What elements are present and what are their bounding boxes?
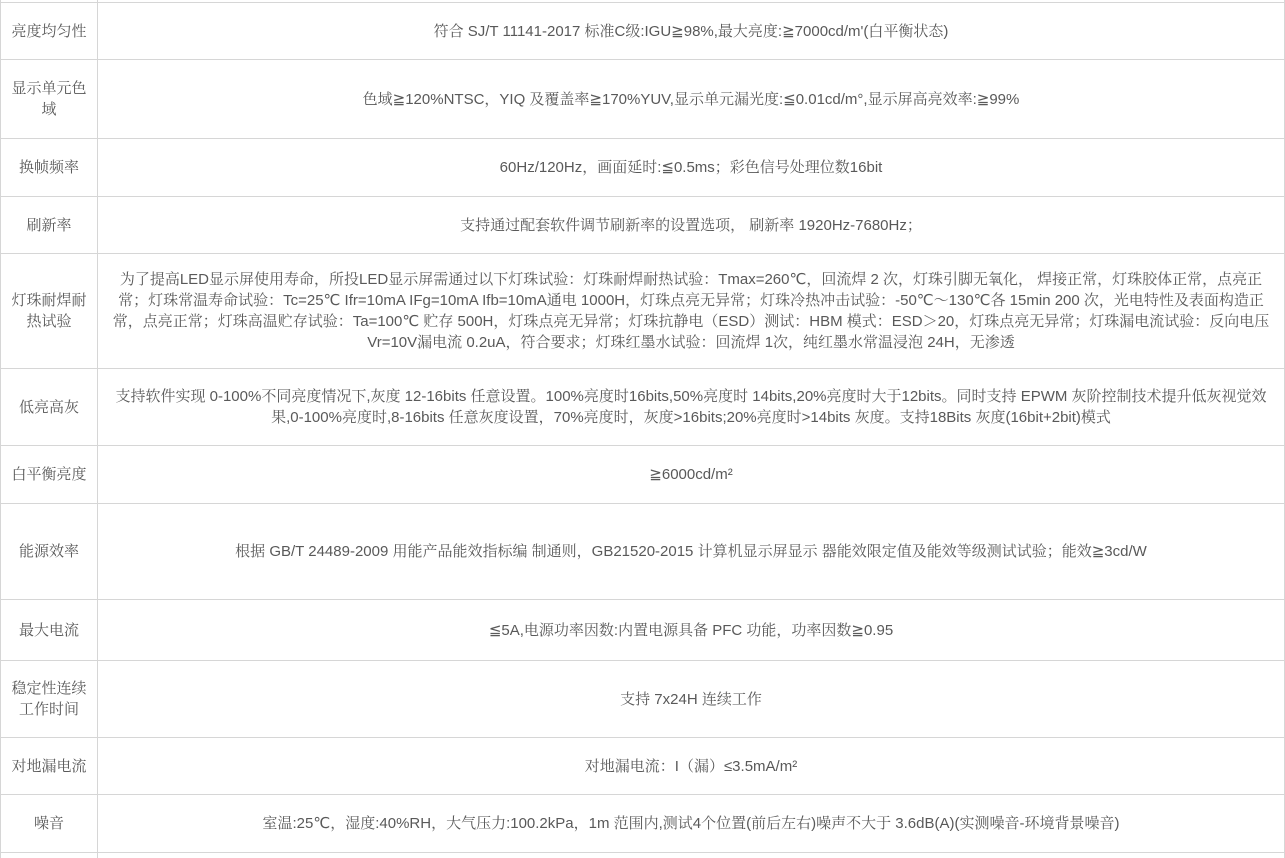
row-value: 为了提高LED显示屏使用寿命，所投LED显示屏需通过以下灯珠试验：灯珠耐焊耐热试验：Tmax=260℃，回流焊 2 次，灯珠引脚无氧化， 焊接正常，灯珠胶体正常，点亮正常；灯珠常温寿命试验：Tc=25℃ Ifr=10mA IFg=10mA Ifb=10mA通电 1000H，灯珠点亮无异常；灯珠冷热冲击试验：-50℃～130℃各 15min 200 次，光电特性及表面构造正常，点亮正常；灯珠高温贮存试验：Ta=100℃ 贮存 500H，灯珠点亮无异常；灯珠抗静电（ESD）测试：HBM 模式：ESD＞20，灯珠点亮无异常；灯珠漏电流试验：反向电压 Vr=10V漏电流 0.2uA，符合要求；灯珠红墨水试验：回流焊 1次，纯红墨水常温浸泡 24H，无渗透	[112, 271, 1270, 351]
table-row-brightness-uniformity	[1, 3, 1284, 60]
table-row-frame-rate	[1, 139, 1284, 197]
table-row-energy-efficiency	[1, 504, 1284, 600]
table-row-max-current	[1, 600, 1284, 661]
table-row-noise	[1, 795, 1284, 853]
row-label: 显示单元色域	[1, 60, 98, 138]
row-label: 稳定性连续工作时间	[1, 661, 98, 737]
table-row-display-unit-gamut	[1, 60, 1284, 139]
row-label: 能源效率	[1, 504, 98, 599]
row-label: 刷新率	[1, 197, 98, 253]
row-label: 最大电流	[1, 600, 98, 660]
row-value: 色域≧120%NTSC，YIQ 及覆盖率≧170%YUV,显示单元漏光度:≦0.01cd/m°,显示屏高亮效率:≧99%	[362, 90, 1020, 108]
table-row-ground-leakage-current	[1, 738, 1284, 795]
row-label: 换帧频率	[1, 139, 98, 196]
row-value: ≦5A,电源功率因数:内置电源具备 PFC 功能，功率因数≧0.95	[488, 621, 894, 639]
table-row-refresh-rate	[1, 197, 1284, 254]
row-label: 对地漏电流	[1, 738, 98, 794]
row-label: 白平衡亮度	[1, 446, 98, 503]
table-row-lamp-bead-test	[1, 254, 1284, 369]
row-value: 60Hz/120Hz，画面延时:≦0.5ms；彩色信号处理位数16bit	[499, 159, 883, 176]
table-row-white-balance-brightness	[1, 446, 1284, 504]
row-label: 低亮高灰	[1, 369, 98, 445]
row-label: 亮度均匀性	[1, 3, 98, 59]
row-value: 对地漏电流：I（漏）≤3.5mA/m²	[584, 757, 798, 775]
sliver-value-cell	[98, 0, 1284, 2]
row-value: ≧6000cd/m²	[649, 466, 733, 483]
sliver-value-cell	[98, 853, 1284, 858]
table-edge-sliver-bottom	[1, 853, 1284, 858]
row-label: 灯珠耐焊耐热试验	[1, 254, 98, 368]
table-row-low-brightness-high-gray	[1, 369, 1284, 446]
row-value: 室温:25℃，湿度:40%RH，大气压力:100.2kPa，1m 范围内,测试4个位置(前后左右)噪声不大于 3.6dB(A)(实测噪音-环境背景噪音)	[262, 815, 1120, 832]
row-value: 支持通过配套软件调节刷新率的设置选项， 刷新率 1920Hz-7680Hz；	[460, 216, 922, 234]
sliver-label-cell	[1, 0, 98, 2]
row-value: 根据 GB/T 24489-2009 用能产品能效指标编 制通则，GB21520-2015 计算机显示屏显示 器能效限定值及能效等级测试试验；能效≧3cd/W	[235, 543, 1147, 560]
row-value: 支持 7x24H 连续工作	[620, 690, 762, 708]
row-value: 支持软件实现 0-100%不同亮度情况下,灰度 12-16bits 任意设置。100%亮度时16bits,50%亮度时 14bits,20%亮度时大于12bits。同时支持 EPWM 灰阶控制技术提升低灰视觉效果,0-100%亮度时,8-16bits 任意灰度设置，70%亮度时，灰度>16bits;20%亮度时>14bits 灰度。支持18Bits 灰度(16bit+2bit)模式	[115, 388, 1267, 426]
sliver-label-cell	[1, 853, 98, 858]
table-row-continuous-operation	[1, 661, 1284, 738]
row-value: 符合 SJ/T 11141-2017 标准C级:IGU≧98%,最大亮度:≧7000cd/m'(白平衡状态)	[433, 22, 949, 40]
row-label: 噪音	[1, 795, 98, 852]
